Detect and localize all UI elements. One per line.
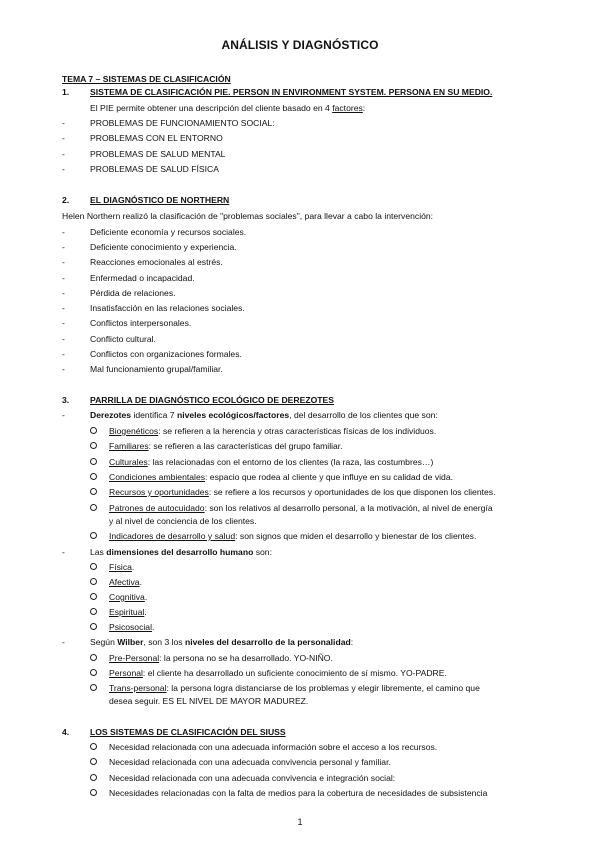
section-1-number: 1. (62, 87, 70, 97)
section-1-intro (90, 102, 365, 114)
section-3-heading: PARRILLA DE DIAGNÓSTICO ECOLÓGICO DE DEREZOTES (90, 395, 334, 405)
bullet-icon (90, 654, 97, 661)
factores-link: factores (332, 103, 363, 113)
bullet-icon (90, 623, 97, 630)
section-2-intro: Helen Northern realizó la clasificación de "problemas sociales", para llevar a cabo la intervención: (62, 211, 434, 221)
section-1-heading: SISTEMA DE CLASIFICACIÓN PIE. PERSON IN ENVIRONMENT SYSTEM. PERSONA EN SU MEDIO. (90, 87, 493, 97)
bullet-icon (90, 774, 97, 781)
page-number: 1 (297, 817, 303, 827)
bullet-icon (90, 608, 97, 615)
bullet-icon (90, 427, 97, 434)
bullet-icon (90, 789, 97, 796)
document-title: ANÁLISIS Y DIAGNÓSTICO (221, 38, 379, 52)
tema-heading: TEMA 7 – SISTEMAS DE CLASIFICACIÓN (62, 74, 231, 84)
bullet-icon (90, 473, 97, 480)
section-2-number: 2. (62, 195, 70, 205)
bullet-icon (90, 563, 97, 570)
section-4-number: 4. (62, 727, 70, 737)
section-4-heading: LOS SISTEMAS DE CLASIFICACIÓN DEL SIUSS (90, 727, 286, 737)
intro-text: El PIE permite obtener una descripción del cliente basado en 4 (90, 103, 333, 113)
bullet-icon (90, 442, 97, 449)
bullet-icon (90, 684, 97, 691)
bullet-icon (90, 504, 97, 511)
intro-colon: : (362, 103, 366, 113)
level-continuation: desea seguir. ES EL NIVEL DE MAYOR MADUREZ. (109, 696, 309, 706)
bullet-icon (90, 488, 97, 495)
bullet-icon (90, 743, 97, 750)
bullet-icon (90, 578, 97, 585)
bullet-icon (90, 458, 97, 465)
bullet-icon (90, 532, 97, 539)
section-3-number: 3. (62, 395, 70, 405)
section-2-heading: EL DIAGNÓSTICO DE NORTHERN (90, 195, 230, 205)
bullet-icon (90, 758, 97, 765)
factor-continuation: y al nivel de conciencia de los clientes. (109, 516, 257, 526)
bullet-icon (90, 593, 97, 600)
document-page: ANÁLISIS Y DIAGNÓSTICO TEMA 7 – SISTEMAS DE CLASIFICACIÓN 1. SISTEMA DE CLASIFICACIÓN PIE. PERSON IN ENVIRONMENT SYSTEM. PERSONA EN SU MEDIO. El PIE permite obtener una descripción del cliente basado en 4 factores: - PROBLEMAS DE FUNCIONAMIENTO SOCIAL: - PROBLEMAS CON EL ENTORNO - PROBLEMAS DE SALUD MENTAL - PROBLEMAS DE SALUD FÍSICA 2. EL DIAGNÓSTICO DE NORTHERN Helen Northern realizó la clasificación de "problemas sociales", para llevar a cabo la intervención: - Deficiente economía y recursos sociales. - Deficiente conocimiento y experiencia. - Reacciones emocionales al estrés. - Enfermedad o incapacidad. - Pérdida de relaciones. - Insatisfacción en las relaciones sociales. - Conflictos interpersonales. - Conflicto cultural. - Conflictos con organizaciones formales. - Mal funcionamiento grupal/familiar. 3. PARRILLA DE DIAGNÓSTICO ECOLÓGICO DE DEREZOTES - Derezotes identifica 7 niveles ecológicos/factores, del desarrollo de los clientes que son: Biogenéticos: se refieren a la herencia y otras características físicas de los individuos. Familiares: se refieren a las características del grupo familiar. Culturales: las relacionadas con el entorno de los clientes (la raza, las costumbres…) Condiciones ambientales: espacio que rodea al cliente y que influye en su calidad de vida. Recursos y oportunidades: se refiere a los recursos y oportunidades de los que disponen los clientes. Patrones de autocuidado: son los relativos al desarrollo personal, a la motivación, al nivel de energía y al nivel de conciencia de los clientes. Indicadores de desarrollo y salud: son signos que miden el desarrollo y bienestar de los clientes. - Las dimensiones del desarrollo humano son: Física. Afectiva. Cognitiva. Espiritual. Psicosocial. - Según Wilber, son 3 los niveles del desarrollo de la personalidad: Pre-Personal: la persona no se ha desarrollado. YO-NIÑO. Personal: el cliente ha desarrollado un suficiente conocimiento de sí mismo. YO-PADRE. Trans-personal: la persona logra distanciarse de los problemas y elegir libremente, el camino que desea seguir. ES EL NIVEL DE MAYOR MADUREZ. 4. LOS SISTEMAS DE CLASIFICACIÓN DEL SIUSS Necesidad relacionada con una adecuada información sobre el acceso a los recursos. Necesidad relacionada con una adecuada convivencia personal y familiar. Necesidad relacionada con una adecuada convivencia e integración social: Necesidades relacionadas con la falta de medios para la cobertura de necesidades de subsistencia 1 (0, 0, 600, 848)
bullet-icon (90, 669, 97, 676)
